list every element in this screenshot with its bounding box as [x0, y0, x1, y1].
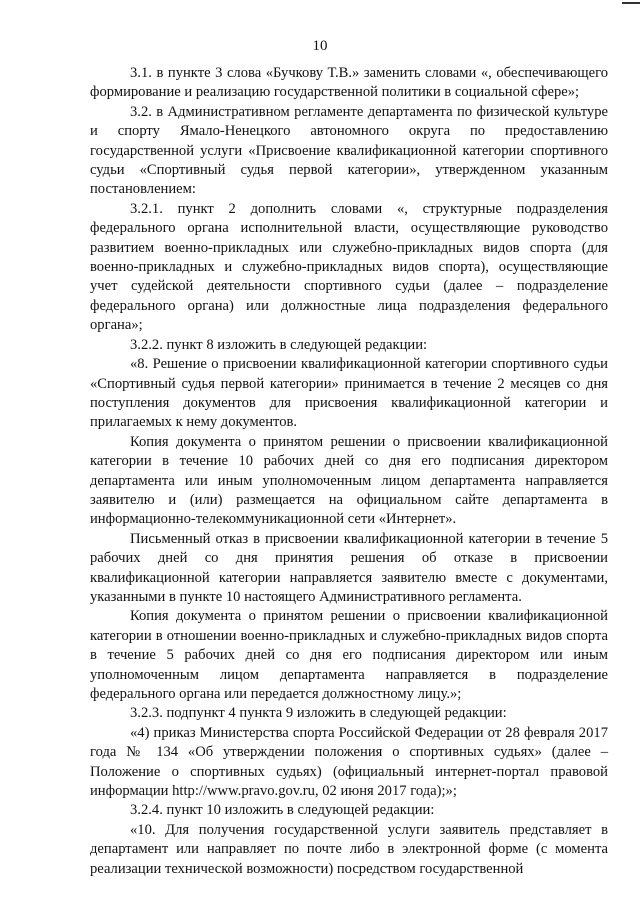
paragraph-point-8: «8. Решение о присвоении квалификационной категории спортивного судьи «Спортивный судья первой категории» принимается в течение 2 месяцев со дня поступления документов для присвоения квалификационной категории и прилагаемых к нему документов. — [90, 356, 608, 431]
paragraph-point-10: «10. Для получения государственной услуги заявитель представляет в департамент или направляет по почте либо в электронной форме (с момента реализации технической возможности) посредством государственной — [90, 821, 608, 877]
scan-corner-mark — [622, 2, 640, 4]
paragraph-decision-copy: Копия документа о принятом решении о присвоении квалификационной категории в течение 10 рабочих дней со дня его подписания директором департамента или иным уполномоченным лицом департамента направляется заявителю и (или) размещается на официальном сайте департамента в информационно-телекоммуникационной сети «Интернет». — [90, 433, 608, 528]
paragraph-3-2-2: 3.2.2. пункт 8 изложить в следующей редакции: — [130, 336, 428, 353]
document-body — [90, 64, 608, 879]
page-number: 10 — [312, 38, 328, 54]
paragraph-written-refusal: Письменный отказ в присвоении квалификационной категории в течение 5 рабочих дней со дня принятия решения об отказе в присвоении квалификационной категории направляется заявителю вместе с документами, указанными в пункте 10 настоящего Административного регламента. — [90, 530, 608, 605]
paragraph-3-1: 3.1. в пункте 3 слова «Бучкову Т.В.» заменить словами «, обеспечивающего формирование и реализацию государственной политики в социальной сфере»; — [90, 65, 608, 101]
paragraph-3-2-4: 3.2.4. пункт 10 изложить в следующей редакции: — [130, 802, 435, 819]
paragraph-subpoint-4: «4) приказ Министерства спорта Российской Федерации от 28 февраля 2017 года № 134 «Об утверждении положения о спортивных судьях» (далее – Положение о спортивных судьях) (официальный интернет-портал правовой информации http://www.pravo.gov.ru, 02 июня 2017 года);»; — [90, 724, 608, 800]
paragraph-3-2-1: 3.2.1. пункт 2 дополнить словами «, структурные подразделения федерального органа исполнительной власти, осуществляющие руководство развитием военно-прикладных или служебно-прикладных видов спорта (для военно-прикладных и служебно-прикладных видов спорта), осуществляющие учет судейской деятельности спортивного судьи (далее – подразделение федерального органа) или должностные лица подразделения федерального органа»; — [90, 200, 608, 334]
paragraph-3-2-3: 3.2.3. подпункт 4 пункта 9 изложить в следующей редакции: — [130, 705, 507, 722]
paragraph-military-copy: Копия документа о принятом решении о присвоении квалификационной категории в отношении военно-прикладных и служебно-прикладных видов спорта в течение 5 рабочих дней со дня его подписания директором или иным уполномоченным лицом департамента направляется в подразделение федерального органа или передается должностному лицу.»; — [90, 608, 608, 702]
paragraph-3-2: 3.2. в Административном регламенте департамента по физической культуре и спорту Ямало-Ненецкого автономного округа по предоставлению государственной услуги «Присвоение квалификационной категории спортивного судьи «Спортивный судья первой категории», утвержденном указанным постановлением: — [90, 103, 608, 198]
